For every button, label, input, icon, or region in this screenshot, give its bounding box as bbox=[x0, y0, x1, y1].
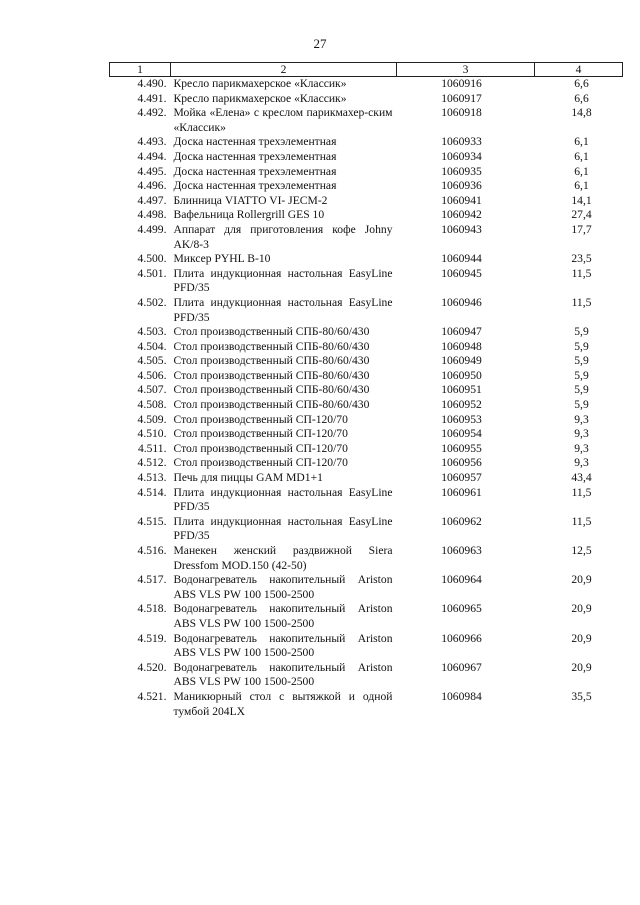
inventory-code: 1060950 bbox=[441, 368, 482, 382]
item-value: 35,5 bbox=[571, 689, 592, 703]
row-number: 4.508. bbox=[137, 398, 167, 412]
item-name: Стол производственный СПБ-80/60/430 bbox=[173, 368, 370, 382]
item-name: Миксер PYHL B-10 bbox=[173, 252, 271, 266]
item-value: 5,9 bbox=[574, 354, 589, 368]
inventory-code: 1060954 bbox=[441, 427, 482, 441]
item-name: Печь для пиццы GAM MD1+1 bbox=[173, 471, 323, 485]
inventory-code: 1060933 bbox=[441, 135, 482, 149]
table-row bbox=[110, 456, 623, 471]
item-value: 20,9 bbox=[571, 602, 592, 616]
item-name: Маникюрный стол с вытяжкой и одной тумбой 204LX bbox=[173, 689, 393, 718]
item-name: Блинница VIATTO VI- JECM-2 bbox=[173, 193, 328, 207]
item-value: 11,5 bbox=[571, 266, 592, 280]
item-value: 12,5 bbox=[571, 544, 592, 557]
row-number: 4.491. bbox=[137, 91, 167, 105]
table-row bbox=[110, 77, 623, 92]
item-value: 17,7 bbox=[571, 222, 592, 236]
table-row bbox=[110, 194, 623, 209]
item-value: 6,6 bbox=[574, 91, 589, 105]
row-number: 4.490. bbox=[137, 77, 167, 90]
row-number: 4.519. bbox=[137, 631, 167, 645]
row-number: 4.520. bbox=[137, 660, 167, 674]
item-name: Стол производственный СПБ-80/60/430 bbox=[173, 383, 370, 397]
column-header-1: 1 bbox=[110, 63, 171, 77]
inventory-code: 1060942 bbox=[441, 208, 482, 222]
row-number: 4.492. bbox=[137, 106, 167, 120]
item-value: 14,1 bbox=[571, 193, 592, 207]
row-number: 4.493. bbox=[137, 135, 167, 149]
column-header-2: 2 bbox=[171, 63, 397, 77]
row-number: 4.512. bbox=[137, 456, 167, 470]
item-value: 5,9 bbox=[574, 339, 589, 353]
inventory-code: 1060952 bbox=[441, 398, 482, 412]
item-name: Доска настенная трехэлементная bbox=[173, 135, 337, 149]
item-name: Кресло парикмахерское «Классик» bbox=[173, 77, 347, 90]
item-value: 6,6 bbox=[574, 77, 589, 90]
inventory-code: 1060918 bbox=[441, 106, 482, 120]
inventory-code: 1060945 bbox=[441, 266, 482, 280]
inventory-code: 1060951 bbox=[441, 383, 482, 397]
inventory-code: 1060944 bbox=[441, 252, 482, 266]
item-name: Стол производственный СПБ-80/60/430 bbox=[173, 354, 370, 368]
item-value: 43,4 bbox=[571, 471, 592, 485]
item-value: 5,9 bbox=[574, 383, 589, 397]
table-row bbox=[110, 442, 623, 457]
inventory-code: 1060963 bbox=[441, 544, 482, 557]
row-number: 4.517. bbox=[137, 573, 167, 587]
inventory-code: 1060964 bbox=[441, 573, 482, 587]
table-row bbox=[110, 208, 623, 223]
inventory-code: 1060948 bbox=[441, 339, 482, 353]
item-name: Плита индукционная настольная EasyLine PFD/35 bbox=[173, 295, 393, 324]
item-name: Доска настенная трехэлементная bbox=[173, 179, 337, 193]
row-number: 4.498. bbox=[137, 208, 167, 222]
item-value: 5,9 bbox=[574, 325, 589, 339]
table-row bbox=[110, 369, 623, 384]
table-row bbox=[110, 106, 623, 135]
table-row bbox=[110, 340, 623, 355]
item-value: 20,9 bbox=[571, 660, 592, 674]
equipment-table bbox=[109, 62, 623, 719]
row-number: 4.499. bbox=[137, 222, 167, 236]
row-number: 4.514. bbox=[137, 485, 167, 499]
row-number: 4.511. bbox=[137, 441, 167, 455]
table-body bbox=[110, 77, 623, 720]
item-name: Стол производственный СП-120/70 bbox=[173, 456, 348, 470]
table-row bbox=[110, 632, 623, 661]
item-value: 14,8 bbox=[571, 106, 592, 120]
table-row bbox=[110, 486, 623, 515]
item-name: Манекен женский раздвижной Siera Dressfom MOD.150 (42-50) bbox=[173, 544, 393, 572]
column-header-3: 3 bbox=[397, 63, 535, 77]
item-value: 6,1 bbox=[574, 149, 589, 163]
item-value: 20,9 bbox=[571, 631, 592, 645]
row-number: 4.516. bbox=[137, 544, 167, 557]
item-value: 11,5 bbox=[571, 485, 592, 499]
table-row bbox=[110, 267, 623, 296]
item-value: 9,3 bbox=[574, 412, 589, 426]
item-name: Доска настенная трехэлементная bbox=[173, 149, 337, 163]
table-row bbox=[110, 413, 623, 428]
table-row bbox=[110, 354, 623, 369]
inventory-code: 1060962 bbox=[441, 514, 482, 528]
table-row bbox=[110, 398, 623, 413]
inventory-code: 1060917 bbox=[441, 91, 482, 105]
row-number: 4.494. bbox=[137, 149, 167, 163]
item-value: 20,9 bbox=[571, 573, 592, 587]
inventory-code: 1060965 bbox=[441, 602, 482, 616]
item-value: 5,9 bbox=[574, 398, 589, 412]
row-number: 4.507. bbox=[137, 383, 167, 397]
item-value: 27,4 bbox=[571, 208, 592, 222]
row-number: 4.500. bbox=[137, 252, 167, 266]
row-number: 4.502. bbox=[137, 295, 167, 309]
row-number: 4.497. bbox=[137, 193, 167, 207]
inventory-code: 1060935 bbox=[441, 164, 482, 178]
table-header bbox=[110, 63, 623, 77]
table-row bbox=[110, 150, 623, 165]
item-name: Плита индукционная настольная EasyLine PFD/35 bbox=[173, 485, 393, 514]
table-row bbox=[110, 544, 623, 573]
table-row bbox=[110, 515, 623, 544]
table-row bbox=[110, 223, 623, 252]
table-row bbox=[110, 471, 623, 486]
table-row bbox=[110, 383, 623, 398]
item-name: Плита индукционная настольная EasyLine PFD/35 bbox=[173, 266, 393, 295]
item-name: Стол производственный СПБ-80/60/430 bbox=[173, 339, 370, 353]
item-value: 23,5 bbox=[571, 252, 592, 266]
table-row bbox=[110, 252, 623, 267]
inventory-code: 1060955 bbox=[441, 441, 482, 455]
item-name: Водонагреватель накопительный Ariston ABS VLS PW 100 1500-2500 bbox=[173, 573, 393, 601]
row-number: 4.513. bbox=[137, 471, 167, 485]
inventory-code: 1060984 bbox=[441, 689, 482, 703]
inventory-code: 1060949 bbox=[441, 354, 482, 368]
page-number: 27 bbox=[313, 36, 327, 51]
inventory-code: 1060943 bbox=[441, 222, 482, 236]
inventory-code: 1060934 bbox=[441, 149, 482, 163]
inventory-code: 1060936 bbox=[441, 179, 482, 193]
inventory-code: 1060967 bbox=[441, 660, 482, 674]
row-number: 4.504. bbox=[137, 339, 167, 353]
inventory-code: 1060957 bbox=[441, 471, 482, 485]
item-value: 11,5 bbox=[571, 295, 592, 309]
item-value: 9,3 bbox=[574, 427, 589, 441]
inventory-code: 1060947 bbox=[441, 325, 482, 339]
item-value: 6,1 bbox=[574, 179, 589, 193]
item-name: Аппарат для приготовления кофе Johny AK/8-3 bbox=[173, 222, 393, 251]
item-name: Водонагреватель накопительный Ariston ABS VLS PW 100 1500-2500 bbox=[173, 631, 393, 660]
item-name: Стол производственный СПБ-80/60/430 bbox=[173, 398, 370, 412]
table-row bbox=[110, 690, 623, 719]
table-row bbox=[110, 135, 623, 150]
table-row bbox=[110, 296, 623, 325]
item-value: 5,9 bbox=[574, 368, 589, 382]
item-value: 6,1 bbox=[574, 135, 589, 149]
table-row bbox=[110, 661, 623, 690]
table-row bbox=[110, 573, 623, 602]
table-row bbox=[110, 179, 623, 194]
item-name: Плита индукционная настольная EasyLine PFD/35 bbox=[173, 514, 393, 543]
inventory-code: 1060916 bbox=[441, 77, 482, 90]
item-value: 9,3 bbox=[574, 441, 589, 455]
row-number: 4.505. bbox=[137, 354, 167, 368]
item-value: 6,1 bbox=[574, 164, 589, 178]
item-name: Вафельница Rollergrill GES 10 bbox=[173, 208, 325, 222]
inventory-code: 1060956 bbox=[441, 456, 482, 470]
table-row bbox=[110, 325, 623, 340]
item-name: Доска настенная трехэлементная bbox=[173, 164, 337, 178]
column-header-4: 4 bbox=[535, 63, 623, 77]
row-number: 4.515. bbox=[137, 514, 167, 528]
item-name: Кресло парикмахерское «Классик» bbox=[173, 91, 347, 105]
inventory-code: 1060941 bbox=[441, 193, 482, 207]
table-row bbox=[110, 427, 623, 442]
inventory-code: 1060946 bbox=[441, 295, 482, 309]
table-row bbox=[110, 602, 623, 631]
row-number: 4.518. bbox=[137, 602, 167, 616]
row-number: 4.503. bbox=[137, 325, 167, 339]
table-row bbox=[110, 165, 623, 180]
row-number: 4.496. bbox=[137, 179, 167, 193]
item-name: Мойка «Елена» с креслом парикмахер-ским «Классик» bbox=[173, 106, 393, 134]
inventory-code: 1060961 bbox=[441, 485, 482, 499]
item-value: 9,3 bbox=[574, 456, 589, 470]
row-number: 4.509. bbox=[137, 412, 167, 426]
inventory-code: 1060953 bbox=[441, 412, 482, 426]
inventory-code: 1060966 bbox=[441, 631, 482, 645]
row-number: 4.510. bbox=[137, 427, 167, 441]
row-number: 4.501. bbox=[137, 266, 167, 280]
item-name: Стол производственный СПБ-80/60/430 bbox=[173, 325, 370, 339]
item-name: Водонагреватель накопительный Ariston ABS VLS PW 100 1500-2500 bbox=[173, 660, 393, 689]
row-number: 4.521. bbox=[137, 689, 167, 703]
row-number: 4.495. bbox=[137, 164, 167, 178]
table-row bbox=[110, 92, 623, 107]
item-name: Стол производственный СП-120/70 bbox=[173, 427, 348, 441]
item-name: Стол производственный СП-120/70 bbox=[173, 412, 348, 426]
row-number: 4.506. bbox=[137, 368, 167, 382]
item-value: 11,5 bbox=[571, 514, 592, 528]
item-name: Водонагреватель накопительный Ariston ABS VLS PW 100 1500-2500 bbox=[173, 602, 393, 630]
item-name: Стол производственный СП-120/70 bbox=[173, 441, 348, 455]
